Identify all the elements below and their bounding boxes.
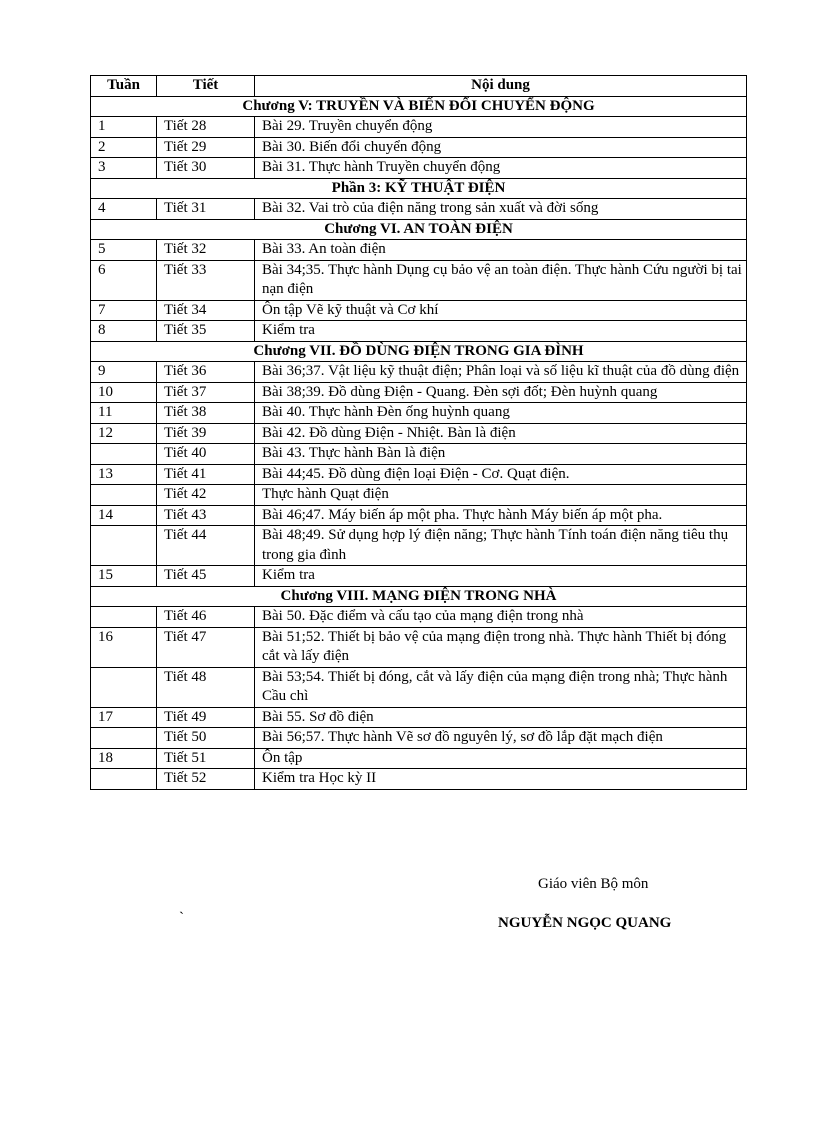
cell-period: Tiết 35 <box>157 321 255 342</box>
cell-period: Tiết 42 <box>157 485 255 506</box>
cell-week: 3 <box>91 158 157 179</box>
stray-mark: ` <box>179 910 184 926</box>
table-row <box>91 769 747 790</box>
cell-content: Bài 29. Truyền chuyển động <box>255 117 747 138</box>
cell-week: 14 <box>91 505 157 526</box>
section-title: Chương VIII. MẠNG ĐIỆN TRONG NHÀ <box>91 586 747 607</box>
table-row <box>91 199 747 220</box>
cell-week: 9 <box>91 362 157 383</box>
section-title: Chương VI. AN TOÀN ĐIỆN <box>91 219 747 240</box>
cell-content: Kiểm tra <box>255 321 747 342</box>
cell-content: Bài 40. Thực hành Đèn ống huỳnh quang <box>255 403 747 424</box>
cell-week: 1 <box>91 117 157 138</box>
table-body <box>91 96 747 789</box>
cell-content: Bài 31. Thực hành Truyền chuyển động <box>255 158 747 179</box>
cell-content: Ôn tập Vẽ kỹ thuật và Cơ khí <box>255 300 747 321</box>
cell-week: 2 <box>91 137 157 158</box>
table-row <box>91 667 747 707</box>
cell-period: Tiết 37 <box>157 382 255 403</box>
section-row <box>91 96 747 117</box>
cell-period: Tiết 30 <box>157 158 255 179</box>
table-row <box>91 321 747 342</box>
table-row <box>91 423 747 444</box>
header-content: Nội dung <box>255 76 747 97</box>
cell-period: Tiết 44 <box>157 526 255 566</box>
cell-content: Bài 34;35. Thực hành Dụng cụ bảo vệ an toàn điện. Thực hành Cứu người bị tai nạn điện <box>255 260 747 300</box>
cell-period: Tiết 47 <box>157 627 255 667</box>
cell-content: Ôn tập <box>255 748 747 769</box>
cell-content: Bài 32. Vai trò của điện năng trong sản xuất và đời sống <box>255 199 747 220</box>
table-row <box>91 464 747 485</box>
cell-period: Tiết 29 <box>157 137 255 158</box>
cell-week: 13 <box>91 464 157 485</box>
cell-content: Bài 36;37. Vật liệu kỹ thuật điện; Phân loại và số liệu kĩ thuật của đồ dùng điện <box>255 362 747 383</box>
cell-content: Bài 50. Đặc điểm và cấu tạo của mạng điện trong nhà <box>255 607 747 628</box>
table-row <box>91 362 747 383</box>
table-row <box>91 444 747 465</box>
cell-period: Tiết 39 <box>157 423 255 444</box>
cell-content: Bài 33. An toàn điện <box>255 240 747 261</box>
table-row <box>91 748 747 769</box>
cell-content: Bài 42. Đồ dùng Điện - Nhiệt. Bàn là điện <box>255 423 747 444</box>
cell-week <box>91 728 157 749</box>
cell-week: 12 <box>91 423 157 444</box>
schedule-table <box>90 75 747 790</box>
cell-period: Tiết 41 <box>157 464 255 485</box>
section-row <box>91 586 747 607</box>
cell-period: Tiết 28 <box>157 117 255 138</box>
cell-week: 7 <box>91 300 157 321</box>
cell-period: Tiết 36 <box>157 362 255 383</box>
header-period: Tiết <box>157 76 255 97</box>
section-row <box>91 178 747 199</box>
cell-content: Bài 38;39. Đồ dùng Điện - Quang. Đèn sợi đốt; Đèn huỳnh quang <box>255 382 747 403</box>
cell-period: Tiết 38 <box>157 403 255 424</box>
cell-week <box>91 667 157 707</box>
cell-period: Tiết 52 <box>157 769 255 790</box>
table-row <box>91 526 747 566</box>
section-title: Chương V: TRUYỀN VÀ BIẾN ĐỔI CHUYỂN ĐỘNG <box>91 96 747 117</box>
cell-content: Bài 56;57. Thực hành Vẽ sơ đồ nguyên lý, sơ đồ lắp đặt mạch điện <box>255 728 747 749</box>
cell-period: Tiết 34 <box>157 300 255 321</box>
cell-period: Tiết 45 <box>157 566 255 587</box>
cell-content: Bài 46;47. Máy biến áp một pha. Thực hành Máy biến áp một pha. <box>255 505 747 526</box>
cell-week: 16 <box>91 627 157 667</box>
cell-week <box>91 526 157 566</box>
cell-content: Bài 30. Biến đổi chuyển động <box>255 137 747 158</box>
table-row <box>91 707 747 728</box>
cell-week: 15 <box>91 566 157 587</box>
cell-week: 17 <box>91 707 157 728</box>
cell-content: Kiểm tra Học kỳ II <box>255 769 747 790</box>
table-row <box>91 300 747 321</box>
cell-week: 4 <box>91 199 157 220</box>
section-row <box>91 341 747 362</box>
cell-period: Tiết 40 <box>157 444 255 465</box>
cell-week: 8 <box>91 321 157 342</box>
cell-content: Bài 51;52. Thiết bị bảo vệ của mạng điện trong nhà. Thực hành Thiết bị đóng cắt và lấy điện <box>255 627 747 667</box>
section-title: Chương VII. ĐỒ DÙNG ĐIỆN TRONG GIA ĐÌNH <box>91 341 747 362</box>
cell-period: Tiết 43 <box>157 505 255 526</box>
cell-period: Tiết 46 <box>157 607 255 628</box>
table-row <box>91 566 747 587</box>
cell-week <box>91 769 157 790</box>
cell-content: Bài 53;54. Thiết bị đóng, cắt và lấy điện của mạng điện trong nhà; Thực hành Cầu chì <box>255 667 747 707</box>
cell-period: Tiết 49 <box>157 707 255 728</box>
cell-period: Tiết 50 <box>157 728 255 749</box>
cell-week <box>91 444 157 465</box>
cell-period: Tiết 31 <box>157 199 255 220</box>
cell-week <box>91 485 157 506</box>
table-row <box>91 627 747 667</box>
table-row <box>91 260 747 300</box>
table-row <box>91 505 747 526</box>
cell-content: Bài 48;49. Sử dụng hợp lý điện năng; Thực hành Tính toán điện năng tiêu thụ trong gia đình <box>255 526 747 566</box>
cell-period: Tiết 48 <box>157 667 255 707</box>
cell-content: Bài 43. Thực hành Bàn là điện <box>255 444 747 465</box>
section-row <box>91 219 747 240</box>
cell-content: Bài 55. Sơ đồ điện <box>255 707 747 728</box>
cell-period: Tiết 32 <box>157 240 255 261</box>
table-row <box>91 117 747 138</box>
table-header-row <box>91 76 747 97</box>
cell-week: 11 <box>91 403 157 424</box>
cell-period: Tiết 33 <box>157 260 255 300</box>
table-row <box>91 382 747 403</box>
cell-week: 10 <box>91 382 157 403</box>
cell-week: 5 <box>91 240 157 261</box>
header-week: Tuần <box>91 76 157 97</box>
cell-week: 18 <box>91 748 157 769</box>
cell-content: Thực hành Quạt điện <box>255 485 747 506</box>
table-row <box>91 158 747 179</box>
table-row <box>91 403 747 424</box>
cell-week: 6 <box>91 260 157 300</box>
table-row <box>91 607 747 628</box>
cell-content: Kiểm tra <box>255 566 747 587</box>
table-row <box>91 240 747 261</box>
cell-period: Tiết 51 <box>157 748 255 769</box>
table-row <box>91 137 747 158</box>
signature-name: NGUYỄN NGỌC QUANG <box>498 915 672 931</box>
table-row <box>91 485 747 506</box>
cell-content: Bài 44;45. Đồ dùng điện loại Điện - Cơ. Quạt điện. <box>255 464 747 485</box>
table-row <box>91 728 747 749</box>
signature-role: Giáo viên Bộ môn <box>538 876 649 892</box>
section-title: Phần 3: KỸ THUẬT ĐIỆN <box>91 178 747 199</box>
cell-week <box>91 607 157 628</box>
